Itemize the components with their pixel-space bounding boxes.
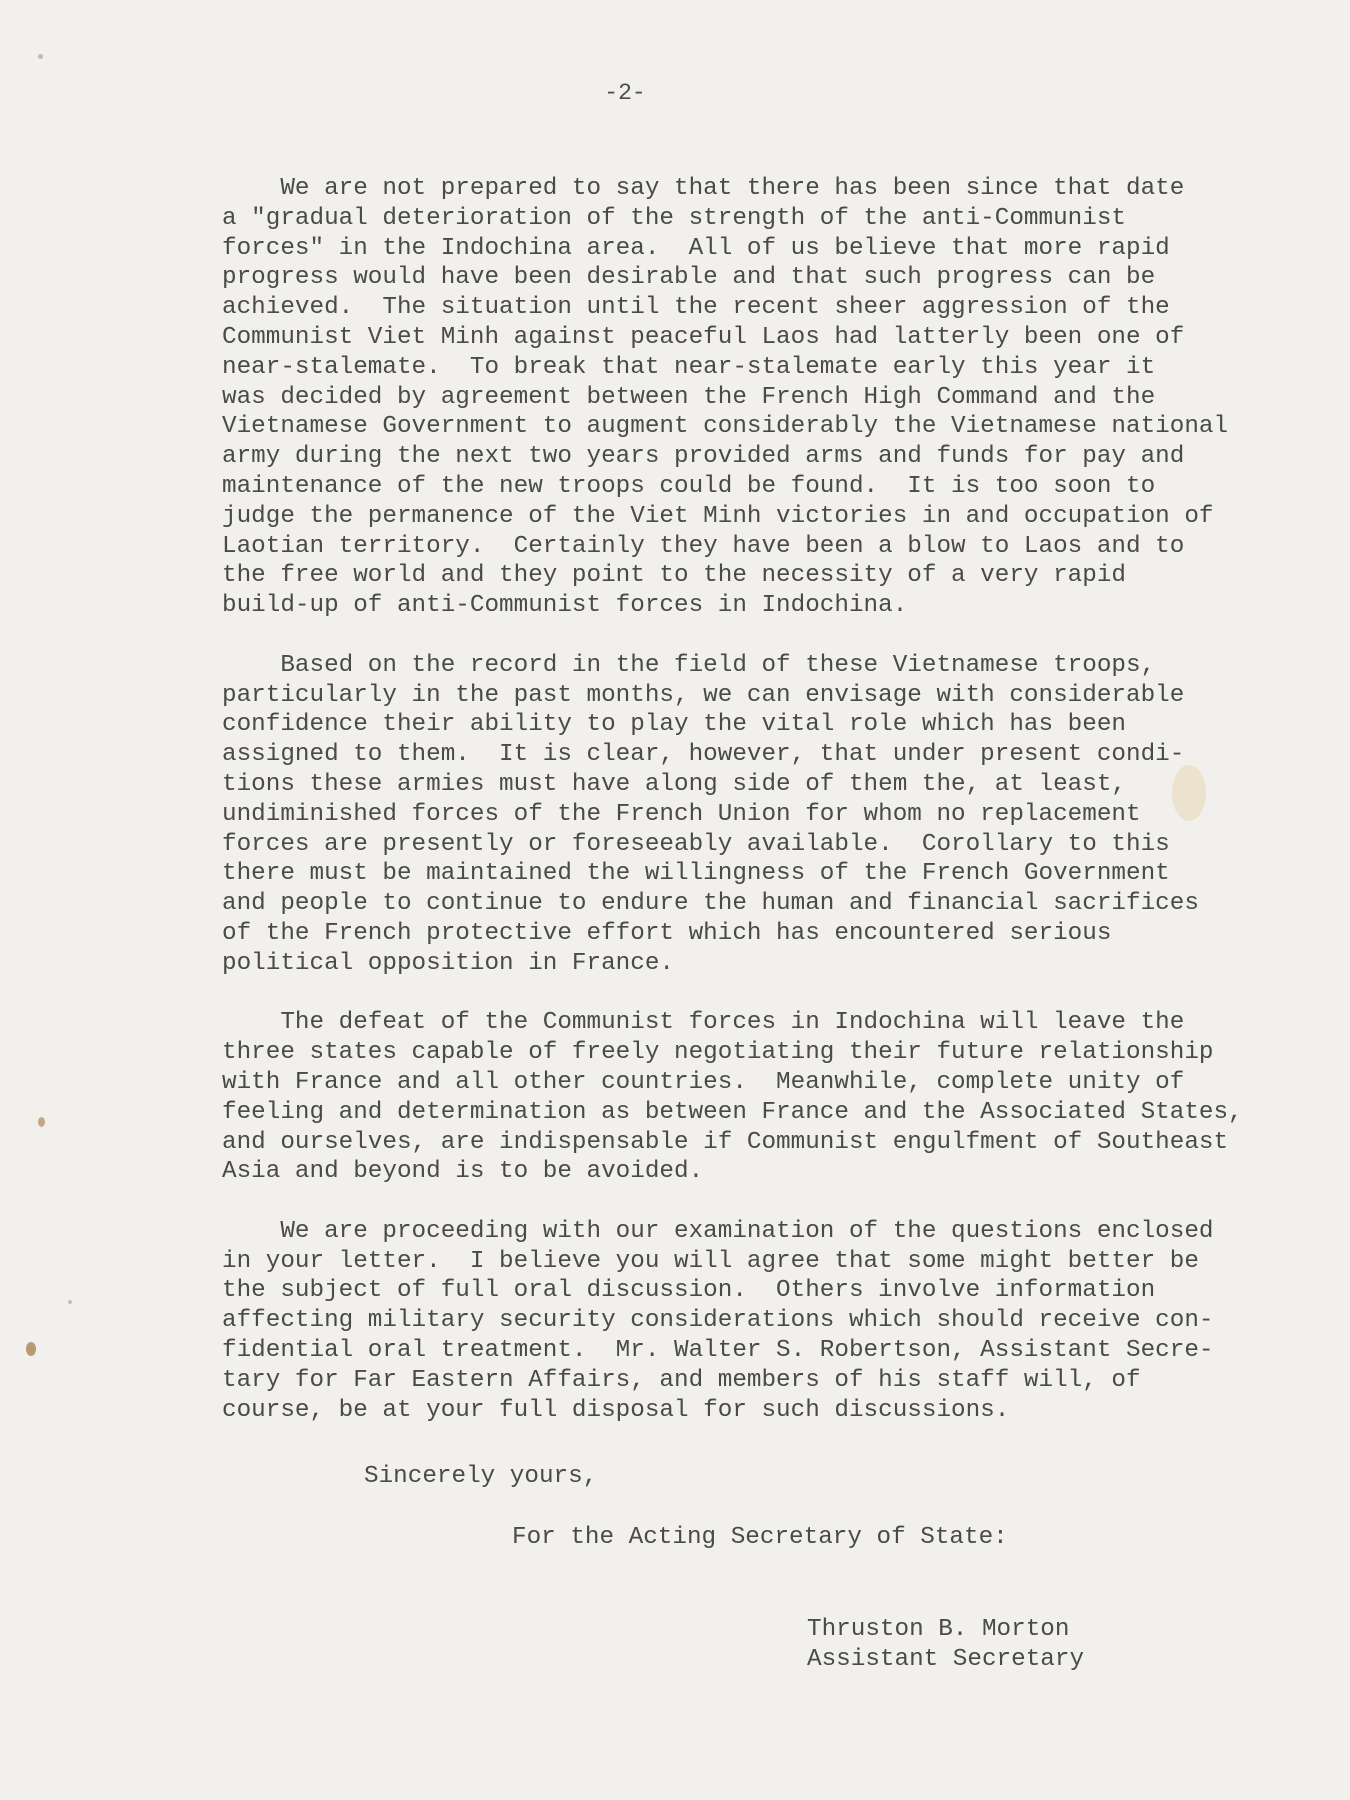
signer-title: Assistant Secretary — [807, 1646, 1085, 1673]
page-number: -2- — [604, 80, 646, 106]
letter-body — [222, 174, 1262, 1455]
stain-mark — [68, 1300, 72, 1304]
paragraph-1: We are not prepared to say that there has been since that date a "gradual deterioration of the strength of the anti-Communist forces" in the Indochina area. All of us believe that more rapid progress would have been desirable and that such progress can be achieved. The situation until the recent sheer aggression of the Communist Viet Minh against peaceful Laos had latterly been one of near-stalemate. To break that near-stalemate early this year it was decided by agreement between the French High Command and the Vietnamese Government to augment considerably the Vietnamese national army during the next two years provided arms and funds for pay and maintenance of the new troops could be found. It is too soon to judge the permanence of the Viet Minh victories in and occupation of Laotian territory. Certainly they have been a blow to Laos and to the free world and they point to the necessity of a very rapid build-up of anti-Communist forces in Indochina. — [222, 175, 1229, 620]
signature-block — [807, 1615, 1084, 1675]
stain-mark — [38, 54, 43, 59]
paragraph-2: Based on the record in the field of these Vietnamese troops, particularly in the past months, we can envisage with considerable confidence their ability to play the vital role which has been assigned to them. It is clear, however, that under present condi- tions these armies must have along side of them the, at least, undiminished forces of the French Union for whom no replacement forces are presently or foreseeably available. Corollary to this there must be maintained the willingness of the French Government and people to continue to endure the human and financial sacrifices of the French protective effort which has encountered serious political opposition in France. — [222, 651, 1199, 977]
paragraph-4: We are proceeding with our examination of the questions enclosed in your letter. I believe you will agree that some might better be the subject of full oral discussion. Others involve information affecting military security considerations which should receive con- fidential oral treatment. Mr. Walter S. Robertson, Assistant Secre- tary for Far Eastern Affairs, and members of his staff will, of course, be at your full disposal for such discussions. — [222, 1217, 1214, 1424]
signer-name: Thruston B. Morton — [807, 1616, 1070, 1643]
for-line: For the Acting Secretary of State: — [512, 1524, 1008, 1551]
closing-salutation: Sincerely yours, — [364, 1463, 598, 1490]
paragraph-3: The defeat of the Communist forces in Indochina will leave the three states capable of freely negotiating their future relationship with France and all other countries. Meanwhile, complete unity of feeling and determination as between France and the Associated States, and ourselves, are indispensable if Communist engulfment of Southeast Asia and beyond is to be avoided. — [222, 1009, 1243, 1186]
stain-mark — [38, 1117, 45, 1127]
stain-mark — [26, 1342, 36, 1356]
